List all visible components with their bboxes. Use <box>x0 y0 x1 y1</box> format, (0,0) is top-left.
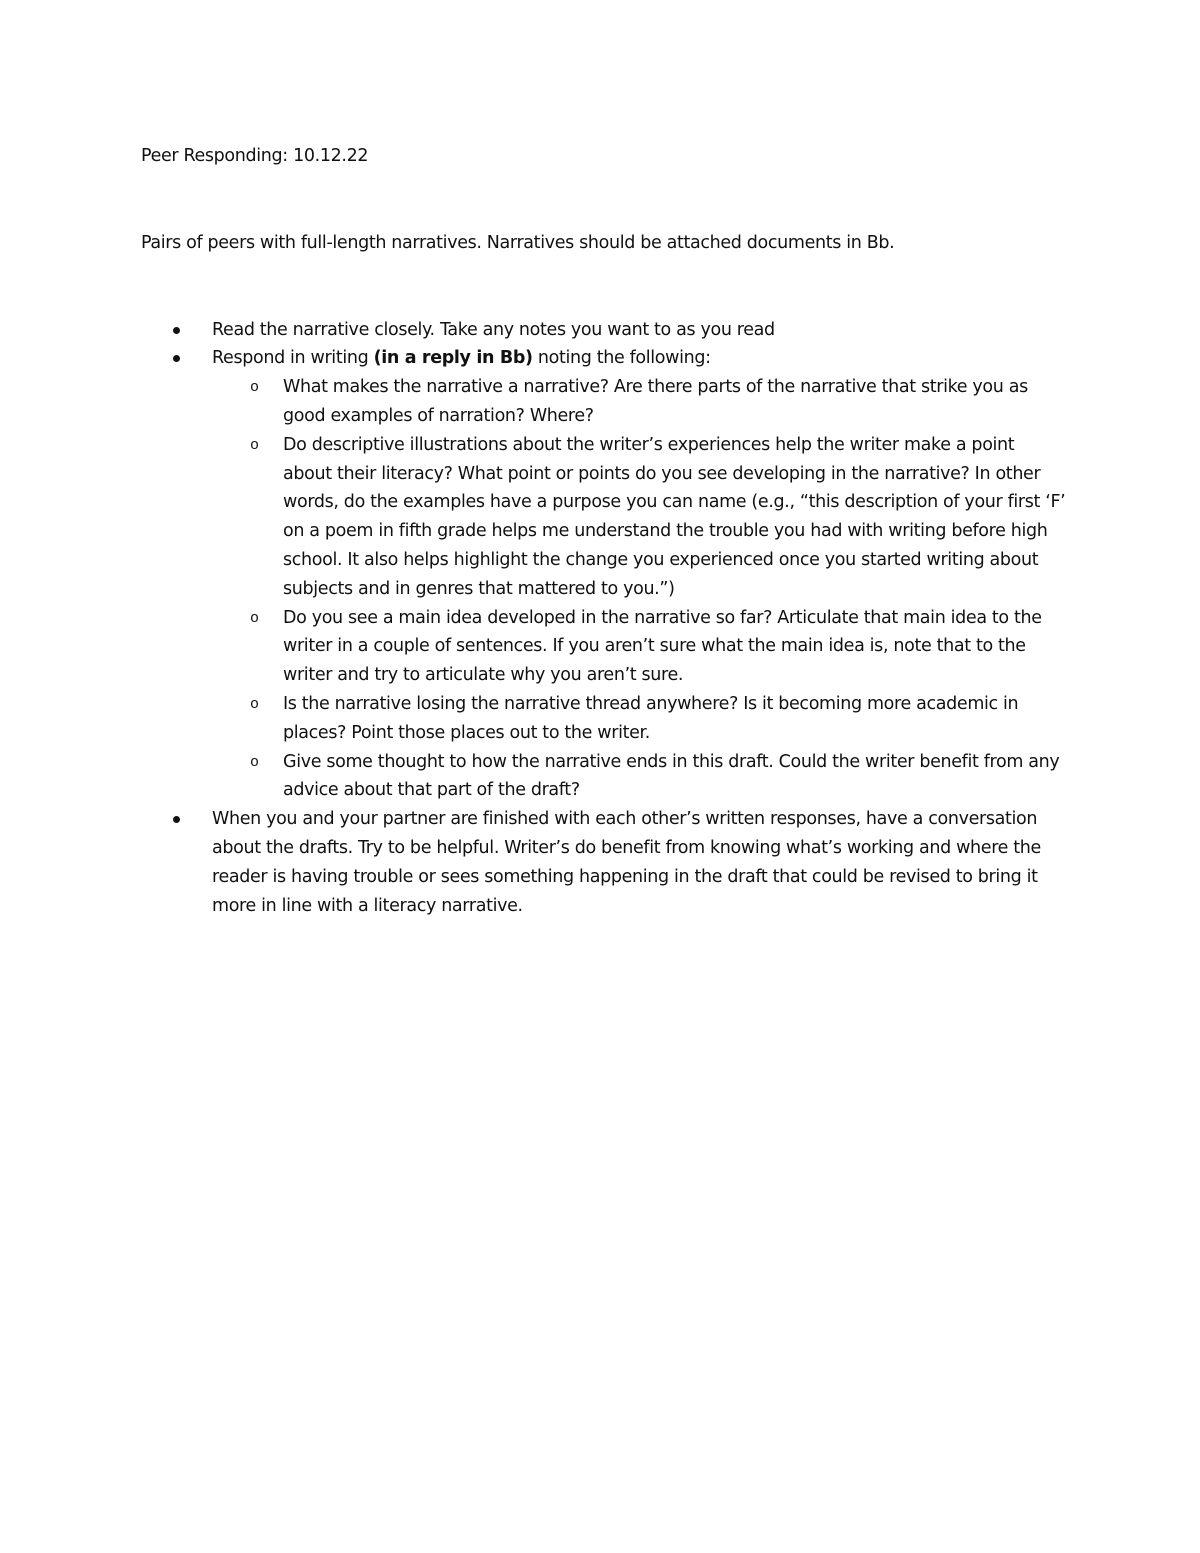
bullet-item <box>141 316 1066 345</box>
sub-item <box>212 690 1066 748</box>
circle-bullet-icon: o <box>250 753 259 771</box>
sub-item-text: Give some thought to how the narrative ends in this draft. Could the writer benefit from any advice about that part of the draft? <box>283 751 1060 801</box>
sub-item <box>212 373 1066 431</box>
circle-bullet-icon: o <box>250 379 259 397</box>
sub-question-list <box>212 373 1066 805</box>
bullet-text <box>212 348 711 368</box>
bullet-text: When you and your partner are finished with each other’s written responses, have a conversation about the drafts. Try to be helpful. Writer’s do benefit from knowing what’s working and where the reader is having trouble or sees something happening in the draft that could be revised to bring it more in line with a literacy narrative. <box>212 809 1041 916</box>
bullet-icon <box>173 327 180 334</box>
circle-bullet-icon: o <box>250 695 259 713</box>
sub-item-text: What makes the narrative a narrative? Are there parts of the narrative that strike you as good examples of narration? Where? <box>283 377 1028 426</box>
bullet-icon <box>173 816 180 823</box>
intro-paragraph: Pairs of peers with full-length narratives. Narratives should be attached documents in Bb. <box>141 232 895 253</box>
instruction-list <box>141 316 1066 921</box>
sub-item <box>212 431 1066 604</box>
bullet-item <box>141 805 1066 920</box>
bullet-text: Read the narrative closely. Take any notes you want to as you read <box>212 319 775 340</box>
sub-item <box>212 748 1066 806</box>
document-title: Peer Responding: 10.12.22 <box>141 146 369 166</box>
circle-bullet-icon: o <box>250 436 259 454</box>
circle-bullet-icon: o <box>250 609 259 627</box>
sub-item-text: Is the narrative losing the narrative thread anywhere? Is it becoming more academic in places? Point those places out to the writer. <box>283 693 1019 743</box>
sub-item-text: Do descriptive illustrations about the writer’s experiences help the writer make a point about their literacy? What point or points do you see developing in the narrative? In other words, do the examples have a purpose you can name (e.g., “this description of your first ‘F’ on a poem in fifth grade helps me understand the trouble you had with writing before high school. It also helps highlight the change you experienced once you started writing about subjects and in genres that mattered to you.”) <box>283 434 1066 599</box>
bullet-text-end: noting the following: <box>532 348 711 369</box>
bullet-item <box>141 344 1066 805</box>
bullet-text-start: Respond in writing <box>212 348 374 369</box>
sub-item-text: Do you see a main idea developed in the narrative so far? Articulate that main idea to the writer in a couple of sentences. If you aren’t sure what the main idea is, note that to the writer and try to articulate why you aren’t sure. <box>283 607 1042 686</box>
sub-item <box>212 604 1066 690</box>
bullet-icon <box>173 355 180 362</box>
document-body <box>141 142 1066 920</box>
bullet-text-bold: (in a reply in Bb) <box>373 348 533 369</box>
